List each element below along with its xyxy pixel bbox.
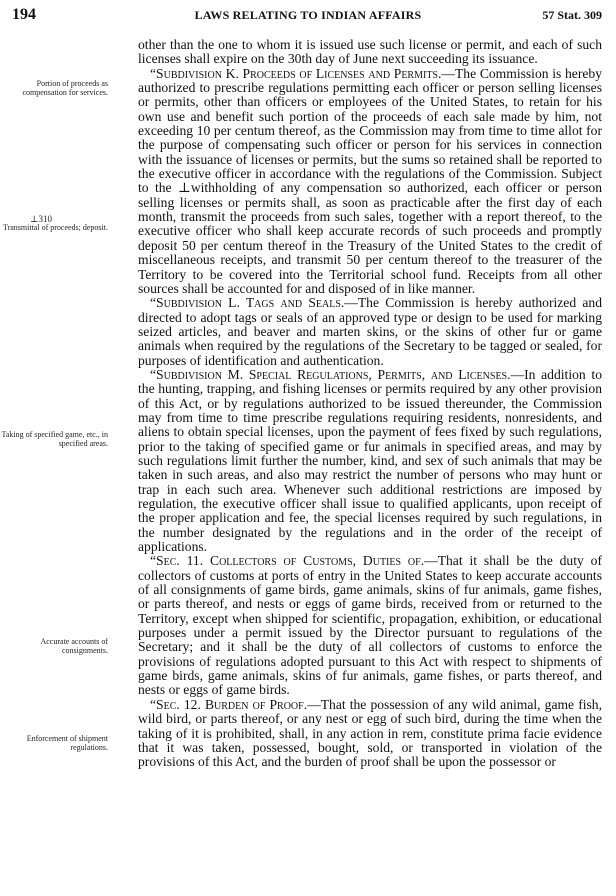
- paragraph-subdivision-m: “Subdivision M. Special Regulations, Permits, and Licenses.—In addition to the hunting, trapping, and fishing licenses or permits required by any other provision of this Act, or by regulations authorized to be issued thereunder, the Commission may from time to time prescribe regulations requiring residents, nonresidents, and aliens to obtain special licenses, upon the payment of fees fixed by such regulations, prior to the taking of specified game or fur animals in specified areas, and may by such regulations limit further the number, kind, and sex of such animals that may be taken in such areas, and also may restrict the number of persons who may hunt or trap in each such area. Whenever such additional restrictions are imposed by regulation, the executive officer shall issue to qualified applicants, upon receipt of the proper application and fee, the special licenses required by such regulations, in the number designated by the regulations and in the order of the receipt of applications.: [138, 366, 602, 555]
- section-11-heading: “Sec. 11. Collectors of Customs, Duties of.: [150, 553, 425, 569]
- margin-note-special-areas: Taking of specified game, etc., in specified areas.: [1, 430, 108, 448]
- page-break-mark: ⊥310: [30, 214, 52, 224]
- margin-note-consignments: Accurate accounts of consignments.: [40, 637, 108, 655]
- paragraph-subdivision-l: “Subdivision L. Tags and Seals.—The Commission is hereby authorized and directed to adopt tags or seals of an approved type or design to be used for marking seized articles, and beaver and marten skins, or the skins of other fur or game animals when required by the regulations of the Secretary to be tagged or sealed, for purposes of identification and authentication.: [138, 295, 602, 368]
- subdivision-k-heading: “Subdivision K. Proceeds of Licenses and Permits.: [150, 65, 442, 81]
- page-header: [0, 6, 616, 26]
- paragraph-section-11: “Sec. 11. Collectors of Customs, Duties of.—That it shall be the duty of collectors of customs at ports of entry in the United States to keep accurate accounts of all consignments of game birds, game animals, skins of fur animals, game fishes, or parts thereof, and nests or eggs of game birds, received from or returned to the Territory, except when shipped for scientific, propagation, exhibition, or educational purposes under a permit issued by the Director pursuant to regulations of the Secretary; and it shall be the duty of all collectors of customs to enforce the provisions of regulations adopted pursuant to this Act with respect to shipments of game birds, game animals, skins of fur animals, game fishes, or parts thereof, and nests or eggs of game birds.: [138, 553, 602, 698]
- statute-reference: 57 Stat. 309: [542, 8, 602, 22]
- subdivision-m-heading: “Subdivision M. Special Regulations, Permits, and Licenses.: [150, 366, 511, 382]
- page-break-marker: ⊥: [178, 180, 191, 196]
- body-text: [138, 38, 602, 770]
- paragraph-section-12: “Sec. 12. Burden of Proof.—That the possession of any wild animal, game fish, wild bird, or parts thereof, or any nest or egg of such bird, during the time when the taking of it is prohibited, shall, in any action in rem, constitute prima facie evidence that it was taken, possessed, bought, sold, or transported in violation of the provisions of this Act, and the burden of proof shall be upon the possessor or: [138, 696, 602, 770]
- subdivision-l-heading: “Subdivision L. Tags and Seals.: [150, 295, 345, 311]
- section-12-heading: “Sec. 12. Burden of Proof.: [150, 696, 308, 712]
- margin-note-transmittal: Transmittal of proceeds; deposit.: [2, 223, 108, 232]
- margin-note-proceeds: Portion of proceeds as compensation for services.: [22, 79, 108, 97]
- margin-note-enforcement: Enforcement of shipment regulations.: [26, 734, 108, 752]
- paragraph-continuation: other than the one to whom it is issued use such license or permit, and each of such licenses shall expire on the 30th day of June next succeeding its issuance.: [138, 37, 602, 67]
- page-number: 194: [12, 6, 36, 23]
- paragraph-subdivision-k: “Subdivision K. Proceeds of Licenses and Permits.—The Commission is hereby authorized to prescribe regulations permitting each officer or person selling licenses or permits, other than officers or employees of the United States, to retain for his own use and benefit such portion of the proceeds of each sale made by him, not exceeding 10 per centum thereof, as the Commission may from time to time allot for the purpose of compensating such officer or person for his services in connection with the issuance of licenses or permits, but the sums so retained shall be reported to the executive officer in accordance with the regulations of the Commission. Subject to the ⊥withholding of any compensation so authorized, each officer or person selling licenses or permits shall, as soon as practicable after the first day of each month, transmit the proceeds from such sales, together with a report thereof, to the executive officer who shall keep accurate records of such proceeds and promptly deposit 50 per centum thereof in the Treasury of the United States to the credit of miscellaneous receipts, and transmit 50 per centum thereof to the treasurer of the Territory to be covered into the Territorial school fund. Receipts from all other sources shall be accounted for and disposed of in like manner.: [138, 65, 602, 296]
- running-title: LAWS RELATING TO INDIAN AFFAIRS: [194, 8, 422, 22]
